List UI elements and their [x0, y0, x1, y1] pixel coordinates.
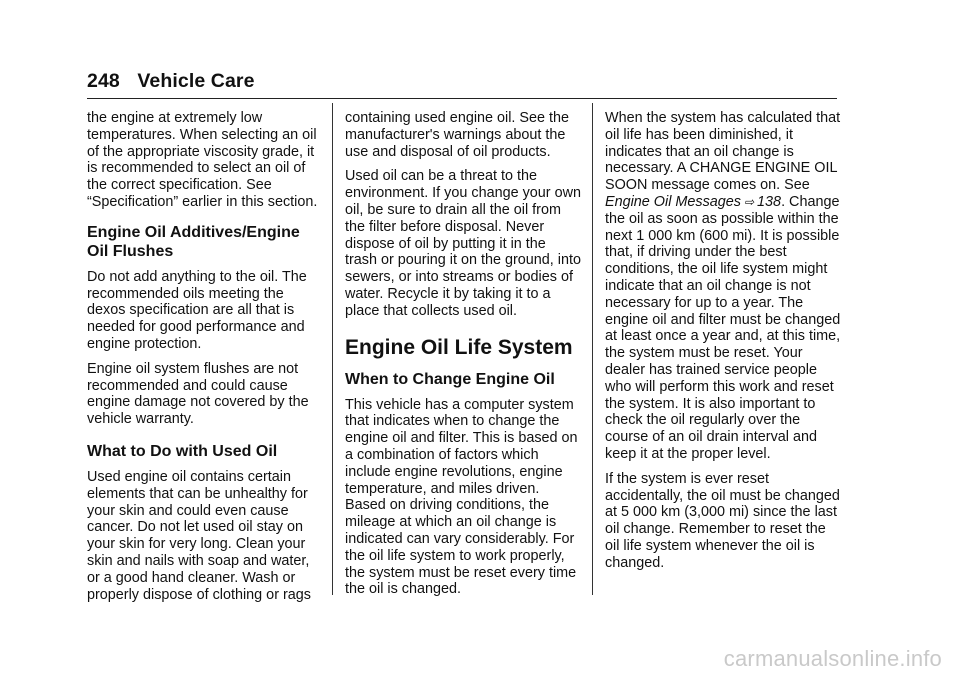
engine-oil-messages-link[interactable]	[605, 194, 781, 210]
column-divider-2	[592, 103, 593, 595]
heading-additives-flushes: Engine Oil Additives/Engine Oil Flushes	[87, 223, 300, 260]
ref-page-number: 138	[757, 193, 782, 210]
watermark: carmanualsonline.info	[723, 646, 942, 671]
text-after-ref: . Change the oil as soon as possible within the next 1 000 km (600 mi). It is possible that, if driving under the best conditions, the oil life system might indicate that an oil change is not necessary for up to a year. The engine oil and filter must be changed at least once a year and, at this time, the system must be reset. Your dealer has trained service people who will perform this work and reset the system. It is also important to check the oil regularly over the course of an oil drain interval and keep it at the proper level.	[605, 193, 841, 462]
paragraph-flushes: Engine oil system flushes are not recommended and could cause engine damage not covered by the vehicle warranty.	[87, 360, 309, 428]
ref-text: Engine Oil Messages	[605, 193, 741, 210]
column-1	[87, 110, 323, 611]
paragraph-environment: Used oil can be a threat to the environment. If you change your own oil, be sure to drain all the oil from the filter before disposal. Never dispose of oil by putting it in the trash or pouring it on the ground, into sewers, or into streams or bodies of water. Recycle it by taking it to a place that collects used oil.	[345, 168, 581, 319]
paragraph-additives: Do not add anything to the oil. The recommended oils meeting the dexos specification are all that is needed for good performance and engine protection.	[87, 268, 307, 352]
paragraph-change-indication	[605, 110, 841, 463]
section-title: Vehicle Care	[137, 70, 255, 92]
paragraph-used-oil-cont: containing used engine oil. See the manufacturer's warnings about the use and disposal of oil products.	[345, 110, 570, 160]
paragraph-computer-system: This vehicle has a computer system that indicates when to change the engine oil and filter. This is based on a combination of factors which include engine revolutions, engine temperature, and miles driven. Based on driving conditions, the mileage at which an oil change is indicated can vary considerably. For the oil life system to work properly, the system must be reset every time the oil is changed.	[345, 396, 578, 598]
heading-when-to-change: When to Change Engine Oil	[345, 370, 555, 388]
paragraph-viscosity: the engine at extremely low temperatures. When selecting an oil of the appropriate viscosity grade, it is recommended to select an oil of the correct specification. See “Specification” earlier in this section.	[87, 110, 318, 210]
paragraph-used-oil: Used engine oil contains certain elements that can be unhealthy for your skin and could even cause cancer. Do not let used oil stay on your skin for very long. Clean your skin and nails with soap and water, or a good hand cleaner. Wash or properly dispose of clothing or rags	[87, 468, 311, 603]
column-2	[345, 110, 581, 606]
heading-oil-life-system: Engine Oil Life System	[345, 335, 573, 359]
header-rule	[87, 98, 837, 99]
column-3	[605, 110, 841, 580]
column-divider-1	[332, 103, 333, 595]
heading-used-oil: What to Do with Used Oil	[87, 442, 278, 460]
page-ref-arrow-icon: ⇨	[743, 194, 755, 209]
page-number: 248	[87, 70, 120, 92]
page-header	[87, 70, 255, 93]
paragraph-reset-accidentally: If the system is ever reset accidentally, the oil must be changed at 5 000 km (3,000 mi) since the last oil change. Remember to reset the oil life system whenever the oil is changed.	[605, 470, 840, 571]
text-before-ref: When the system has calculated that oil life has been diminished, it indicates that an oil change is necessary. A CHANGE ENGINE OIL SOON message comes on. See	[605, 110, 841, 194]
